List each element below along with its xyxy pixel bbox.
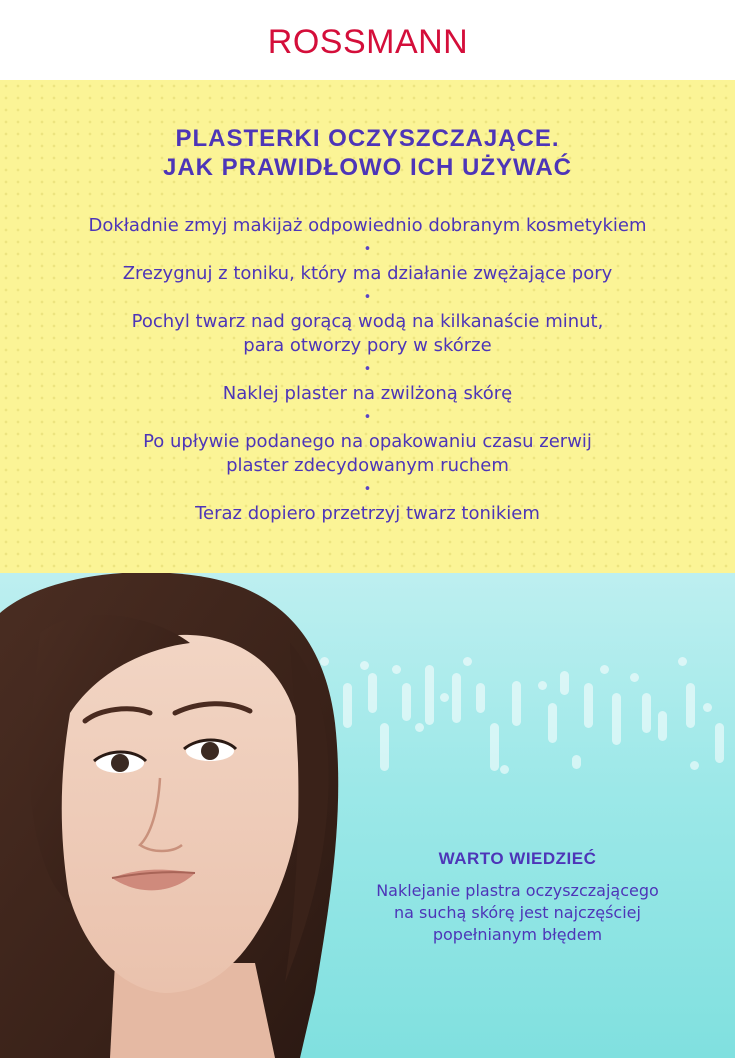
step-text: Naklej plaster na zwilżoną skórę — [222, 383, 513, 404]
step-text: Dokładnie zmyj makijaż odpowiednio dobranym kosmetykiem — [88, 215, 647, 236]
header — [0, 0, 735, 80]
step-text: Po upływie podanego na opakowaniu czasu zerwij — [143, 431, 592, 452]
step-item — [0, 310, 735, 358]
step-item — [0, 502, 735, 526]
guide-title — [0, 124, 735, 182]
step-text: Teraz dopiero przetrzyj twarz tonikiem — [195, 503, 540, 524]
guide-title-line-2: JAK PRAWIDŁOWO ICH UŻYWAĆ — [163, 154, 572, 181]
bullet-separator: • — [363, 362, 372, 377]
bullet-separator: • — [363, 410, 372, 425]
step-text: Pochyl twarz nad gorącą wodą na kilkanaście minut, — [131, 311, 604, 332]
step-text: para otworzy pory w skórze — [243, 335, 492, 356]
tip-text-line-3: popełnianym błędem — [432, 925, 603, 944]
bullet-separator: • — [363, 482, 372, 497]
step-item — [0, 430, 735, 478]
rossmann-logo[interactable] — [0, 20, 735, 60]
tip-text — [350, 880, 685, 946]
step-text: Zrezygnuj z toniku, który ma działanie zwężające pory — [122, 263, 613, 284]
step-item — [0, 262, 735, 286]
tip-text-line-2: na suchą skórę jest najczęściej — [394, 903, 641, 922]
step-item — [0, 214, 735, 238]
steps-list — [0, 214, 735, 526]
usage-guide-section — [0, 80, 735, 573]
logo-svg — [248, 20, 488, 60]
bullet-separator: • — [363, 242, 372, 257]
tip-title: WARTO WIEDZIEĆ — [438, 849, 597, 868]
bullet-separator: • — [363, 290, 372, 305]
woman-portrait-image — [0, 573, 420, 1058]
tip-text-line-1: Naklejanie plastra oczyszczającego — [376, 881, 659, 900]
step-text: plaster zdecydowanym ruchem — [226, 455, 509, 476]
guide-title-line-1: PLASTERKI OCZYSZCZAJĄCE. — [175, 125, 560, 152]
tip-box — [350, 848, 685, 946]
tip-section — [0, 573, 735, 1058]
logo-text: ROSSMANN — [267, 23, 468, 60]
step-item — [0, 382, 735, 406]
